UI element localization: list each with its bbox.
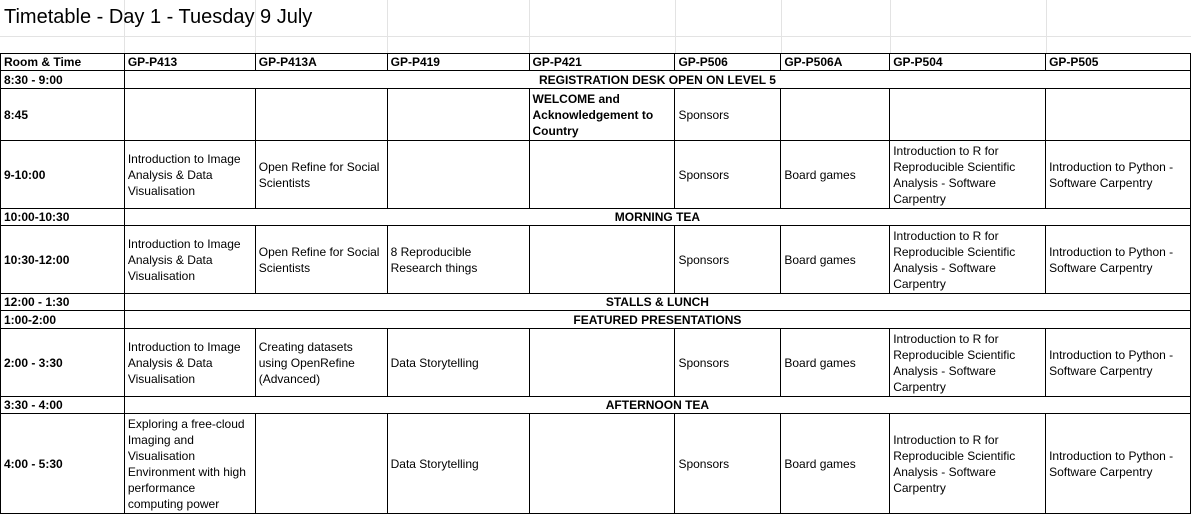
time-cell[interactable]: 10:00-10:30 [1,209,125,226]
page-title: Timetable - Day 1 - Tuesday 9 July [4,6,313,28]
table-row [1,397,1191,414]
session-cell[interactable]: 8 Reproducible Research things [387,226,529,294]
table-row [1,209,1191,226]
header-room-time[interactable]: Room & Time [1,54,125,71]
table-row [1,311,1191,329]
session-cell[interactable]: Introduction to Image Analysis & Data Visualisation [124,226,255,294]
timetable [0,53,1191,514]
break-banner[interactable]: AFTERNOON TEA [124,397,1190,414]
time-cell[interactable]: 12:00 - 1:30 [1,294,125,311]
time-cell[interactable]: 8:45 [1,89,125,141]
session-cell[interactable] [781,89,890,141]
session-cell[interactable] [387,141,529,209]
session-cell[interactable] [529,141,675,209]
table-row [1,141,1191,209]
session-cell[interactable] [255,414,387,514]
header-row [1,54,1191,71]
time-cell[interactable]: 2:00 - 3:30 [1,329,125,397]
session-cell[interactable] [529,329,675,397]
time-cell[interactable]: 1:00-2:00 [1,311,125,329]
session-cell[interactable]: Creating datasets using OpenRefine (Advanced) [255,329,387,397]
session-cell[interactable] [1046,89,1191,141]
table-row [1,294,1191,311]
time-cell[interactable]: 8:30 - 9:00 [1,71,125,89]
table-row [1,89,1191,141]
session-cell[interactable]: Sponsors [675,226,781,294]
session-cell[interactable]: Sponsors [675,89,781,141]
session-cell[interactable] [124,89,255,141]
header-room[interactable]: GP-P413 [124,54,255,71]
session-cell[interactable]: Introduction to R for Reproducible Scientific Analysis - Software Carpentry [890,141,1046,209]
session-cell[interactable]: Board games [781,329,890,397]
session-cell[interactable]: Board games [781,226,890,294]
session-cell[interactable]: Introduction to R for Reproducible Scientific Analysis - Software Carpentry [890,414,1046,514]
session-cell[interactable]: Introduction to R for Reproducible Scientific Analysis - Software Carpentry [890,226,1046,294]
session-cell[interactable]: Introduction to R for Reproducible Scientific Analysis - Software Carpentry [890,329,1046,397]
session-cell[interactable]: Open Refine for Social Scientists [255,141,387,209]
session-cell[interactable]: Introduction to Python - Software Carpentry [1046,226,1191,294]
break-banner[interactable]: REGISTRATION DESK OPEN ON LEVEL 5 [124,71,1190,89]
table-row [1,414,1191,514]
session-cell[interactable]: Introduction to Python - Software Carpentry [1046,141,1191,209]
header-room[interactable]: GP-P504 [890,54,1046,71]
header-room[interactable]: GP-P505 [1046,54,1191,71]
session-cell[interactable]: Introduction to Image Analysis & Data Visualisation [124,141,255,209]
time-cell[interactable]: 4:00 - 5:30 [1,414,125,514]
session-cell[interactable]: Introduction to Image Analysis & Data Visualisation [124,329,255,397]
session-cell[interactable] [529,414,675,514]
header-room[interactable]: GP-P413A [255,54,387,71]
session-cell[interactable]: Data Storytelling [387,329,529,397]
session-cell[interactable]: Exploring a free-cloud Imaging and Visualisation Environment with high performance computing power [124,414,255,514]
time-cell[interactable]: 9-10:00 [1,141,125,209]
table-row [1,329,1191,397]
header-room[interactable]: GP-P419 [387,54,529,71]
session-cell[interactable]: Sponsors [675,329,781,397]
session-cell[interactable]: Sponsors [675,414,781,514]
session-cell[interactable]: Introduction to Python - Software Carpentry [1046,329,1191,397]
session-cell[interactable]: Data Storytelling [387,414,529,514]
session-cell[interactable]: Open Refine for Social Scientists [255,226,387,294]
header-room[interactable]: GP-P506A [781,54,890,71]
session-cell[interactable] [255,89,387,141]
time-cell[interactable]: 10:30-12:00 [1,226,125,294]
break-banner[interactable]: FEATURED PRESENTATIONS [124,311,1190,329]
session-cell[interactable]: Board games [781,414,890,514]
session-cell[interactable]: Sponsors [675,141,781,209]
time-cell[interactable]: 3:30 - 4:00 [1,397,125,414]
break-banner[interactable]: MORNING TEA [124,209,1190,226]
table-row [1,71,1191,89]
header-room[interactable]: GP-P421 [529,54,675,71]
session-cell[interactable] [529,226,675,294]
session-cell[interactable] [890,89,1046,141]
session-cell[interactable]: WELCOME and Acknowledgement to Country [529,89,675,141]
table-row [1,226,1191,294]
session-cell[interactable]: Board games [781,141,890,209]
session-cell[interactable] [387,89,529,141]
break-banner[interactable]: STALLS & LUNCH [124,294,1190,311]
header-room[interactable]: GP-P506 [675,54,781,71]
session-cell[interactable]: Introduction to Python - Software Carpentry [1046,414,1191,514]
